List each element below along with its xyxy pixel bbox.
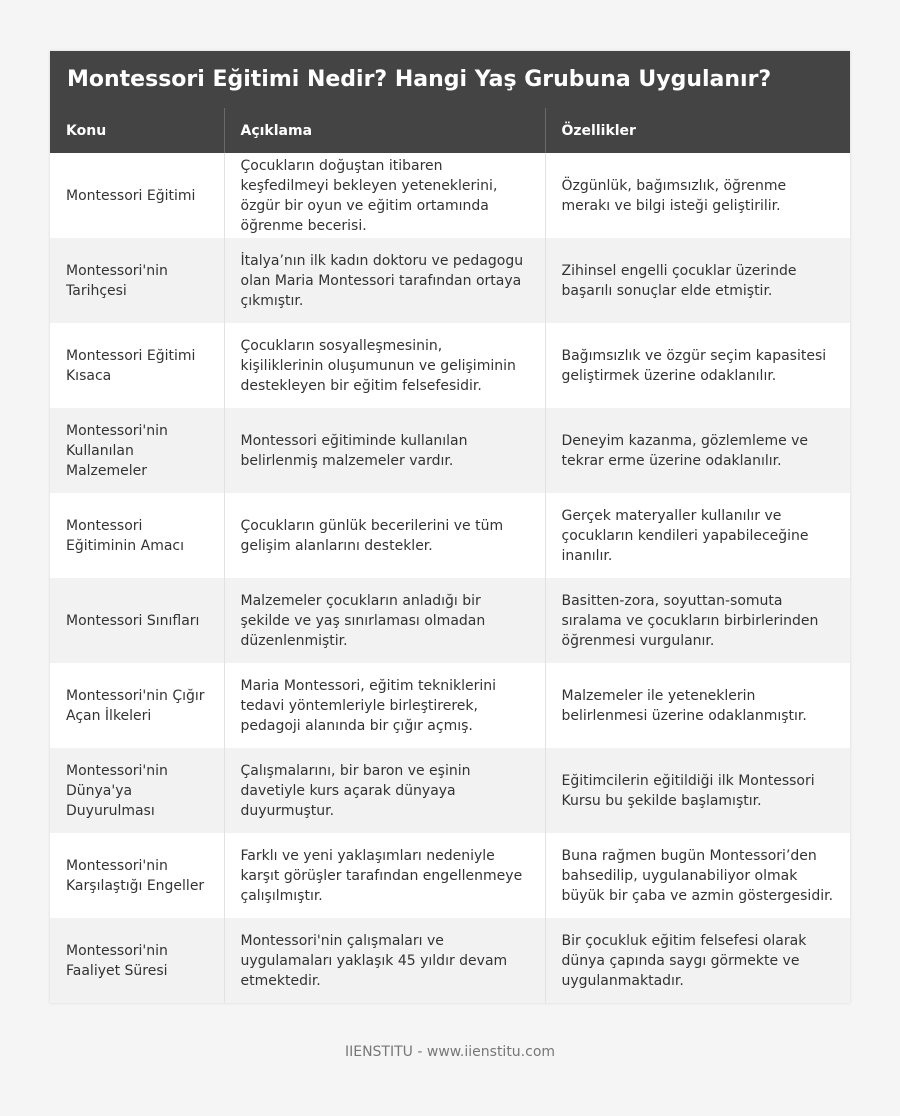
cell-konu: Montessori Eğitiminin Amacı: [50, 493, 224, 578]
cell-konu: Montessori'nin Çığır Açan İlkeleri: [50, 663, 224, 748]
cell-konu: Montessori'nin Faaliyet Süresi: [50, 918, 224, 1003]
table-row: [50, 663, 850, 748]
table-row: [50, 153, 850, 238]
cell-aciklama: Çocukların günlük becerilerini ve tüm gelişim alanlarını destekler.: [224, 493, 545, 578]
cell-konu: Montessori'nin Dünya'ya Duyurulması: [50, 748, 224, 833]
cell-ozellikler: Özgünlük, bağımsızlık, öğrenme merakı ve bilgi isteği geliştirilir.: [561, 177, 787, 214]
cell-ozellikler: Zihinsel engelli çocuklar üzerinde başarılı sonuçlar elde etmiştir.: [561, 262, 797, 299]
cell-aciklama: Çalışmalarını, bir baron ve eşinin davetiyle kurs açarak dünyaya duyurmuştur.: [224, 748, 545, 833]
table-row: [50, 578, 850, 663]
cell-aciklama: Montessori'nin çalışmaları ve uygulamaları yaklaşık 45 yıldır devam etmektedir.: [224, 918, 545, 1003]
table-card: [50, 51, 850, 1003]
cell-aciklama: Maria Montessori, eğitim tekniklerini tedavi yöntemleriyle birleştirerek, pedagoji alanında bir çığır açmış.: [224, 663, 545, 748]
column-header-ozellikler: Özellikler: [545, 108, 850, 153]
cell-aciklama: Montessori eğitiminde kullanılan belirlenmiş malzemeler vardır.: [224, 408, 545, 493]
cell-konu: Montessori'nin Tarihçesi: [50, 238, 224, 323]
cell-ozellikler: Bir çocukluk eğitim felsefesi olarak dünya çapında saygı görmekte ve uygulanmaktadır.: [561, 932, 807, 989]
footer-credit: IIENSTITU - www.iienstitu.com: [344, 1044, 556, 1060]
data-table: [50, 108, 850, 1003]
cell-aciklama: İtalya’nın ilk kadın doktoru ve pedagogu olan Maria Montessori tarafından ortaya çıkmıştır.: [224, 238, 545, 323]
table-row: [50, 493, 850, 578]
cell-konu: Montessori Eğitimi Kısaca: [50, 323, 224, 408]
cell-ozellikler: Deneyim kazanma, gözlemleme ve tekrar erme üzerine odaklanılır.: [561, 432, 809, 469]
cell-aciklama: Farklı ve yeni yaklaşımları nedeniyle karşıt görüşler tarafından engellenmeye çalışılmıştır.: [224, 833, 545, 918]
cell-konu: Montessori Sınıfları: [50, 578, 224, 663]
column-header-aciklama: Açıklama: [224, 108, 545, 153]
column-header-konu: Konu: [50, 108, 224, 153]
cell-aciklama: Çocukların doğuştan itibaren keşfedilmeyi bekleyen yeteneklerini, özgür bir oyun ve eğitim ortamında öğrenme becerisi.: [224, 153, 545, 238]
table-row: [50, 833, 850, 918]
cell-ozellikler: Malzemeler ile yeteneklerin belirlenmesi üzerine odaklanmıştır.: [561, 687, 807, 724]
cell-ozellikler: Eğitimcilerin eğitildiği ilk Montessori Kursu bu şekilde başlamıştır.: [561, 772, 815, 809]
table-row: [50, 918, 850, 1003]
cell-ozellikler: Buna rağmen bugün Montessori’den bahsedilip, uygulanabiliyor olmak büyük bir çaba ve azmin göstergesidir.: [561, 847, 834, 904]
table-row: [50, 408, 850, 493]
cell-konu: Montessori Eğitimi: [50, 153, 224, 238]
cell-ozellikler: Gerçek materyaller kullanılır ve çocukların kendileri yapabileceğine inanılır.: [561, 507, 809, 564]
header-row: [50, 108, 850, 153]
table-row: [50, 238, 850, 323]
table-title: Montessori Eğitimi Nedir? Hangi Yaş Grubuna Uygulanır?: [50, 51, 850, 108]
cell-aciklama: Malzemeler çocukların anladığı bir şekilde ve yaş sınırlaması olmadan düzenlenmiştir.: [224, 578, 545, 663]
cell-konu: Montessori'nin Kullanılan Malzemeler: [50, 408, 224, 493]
table-row: [50, 323, 850, 408]
cell-ozellikler: Bağımsızlık ve özgür seçim kapasitesi geliştirmek üzerine odaklanılır.: [561, 347, 827, 384]
cell-aciklama: Çocukların sosyalleşmesinin, kişiliklerinin oluşumunun ve gelişiminin destekleyen bir eğitim felsefesidir.: [224, 323, 545, 408]
cell-ozellikler: Basitten-zora, soyuttan-somuta sıralama ve çocukların birbirlerinden öğrenmesi vurgulanır.: [561, 592, 819, 649]
table-row: [50, 748, 850, 833]
cell-konu: Montessori'nin Karşılaştığı Engeller: [50, 833, 224, 918]
